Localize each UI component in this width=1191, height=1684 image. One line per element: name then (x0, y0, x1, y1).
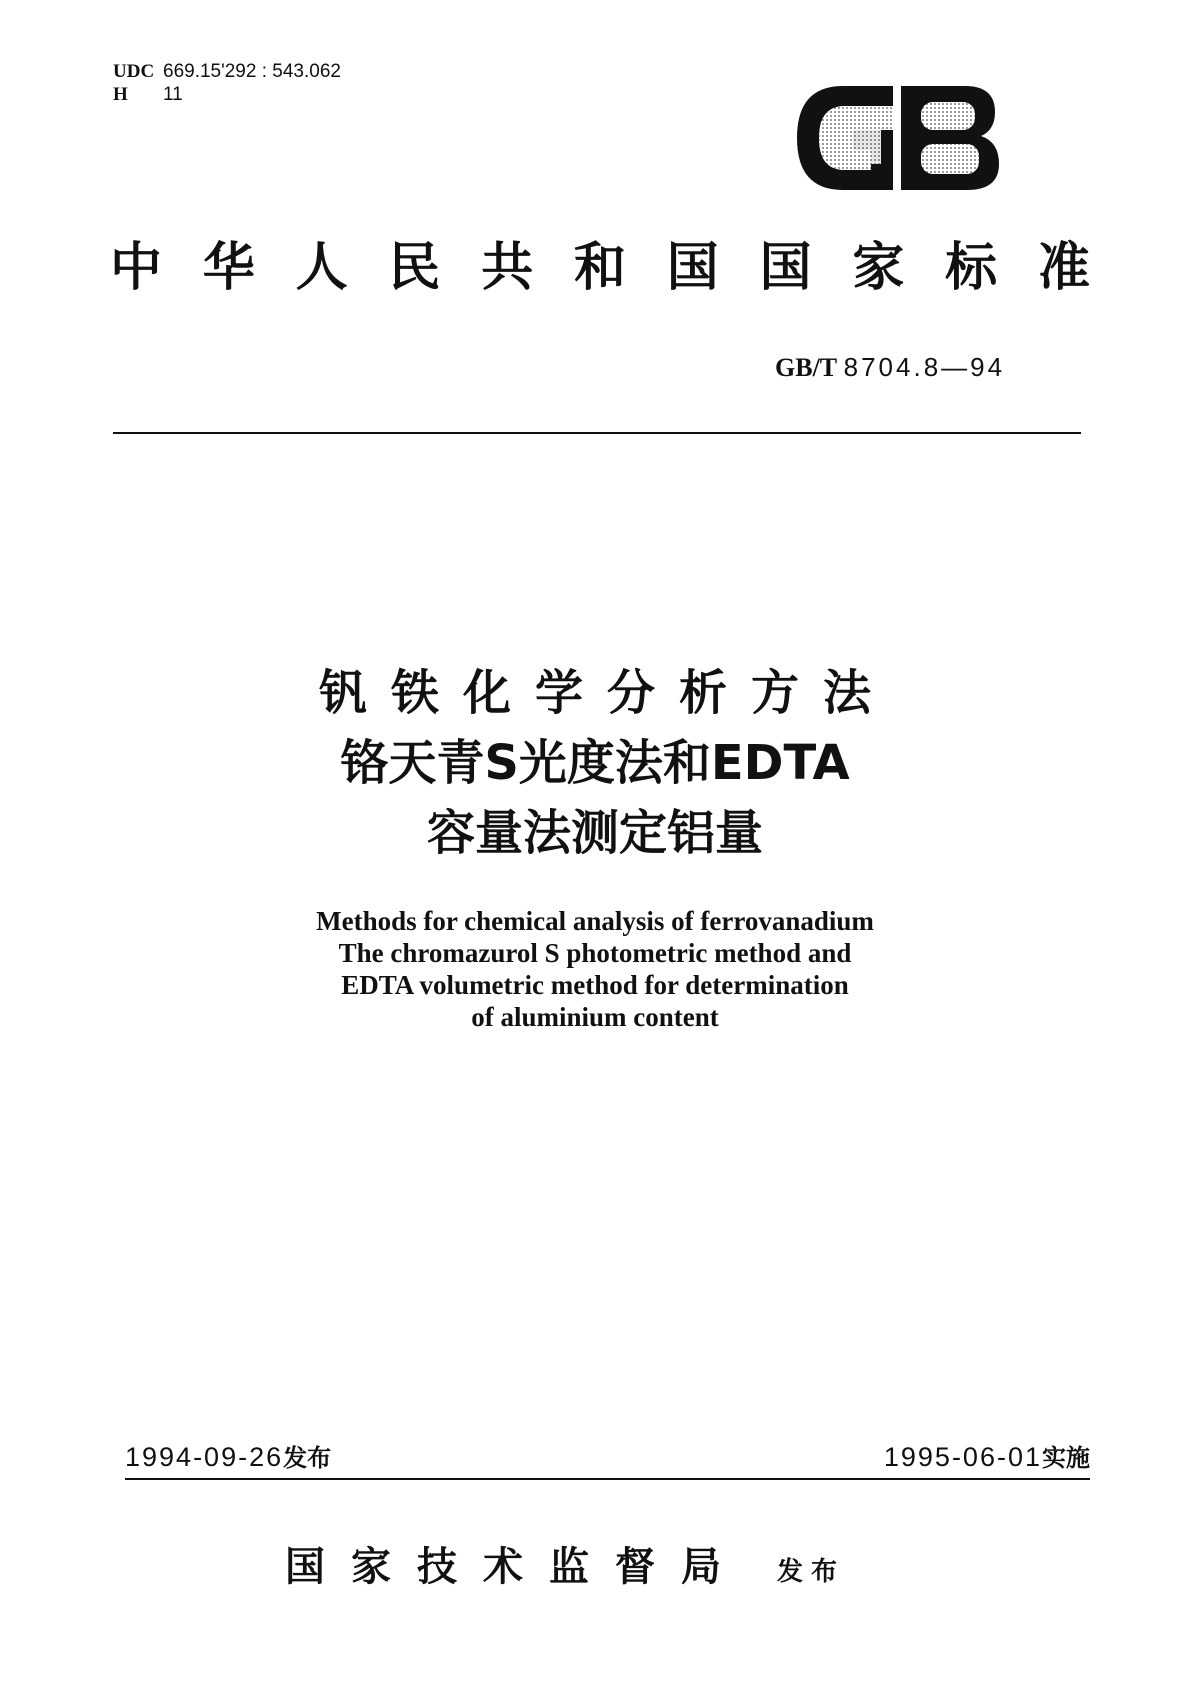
effective-date: 1995-06-01 (883, 1442, 1042, 1472)
english-title-line: of aluminium content (471, 1002, 719, 1032)
title-char: 华 (202, 238, 255, 298)
gb-logo-icon (793, 78, 1003, 198)
title-char: 人 (295, 238, 348, 298)
english-title (95, 905, 1095, 1033)
header-divider (113, 432, 1081, 434)
classification-block (113, 60, 341, 106)
title-char: 国 (666, 238, 719, 298)
chinese-title (95, 658, 1095, 868)
title-char: 和 (573, 238, 626, 298)
english-title-line: EDTA volumetric method for determination (341, 970, 849, 1000)
standard-number-prefix: GB/T (775, 353, 838, 382)
chinese-title-line: 容量法测定铝量 (426, 805, 763, 861)
udc-label: UDC (113, 61, 155, 82)
issue-date: 1994-09-26 (125, 1442, 284, 1472)
title-char: 准 (1037, 238, 1090, 298)
h-label: H (113, 84, 128, 105)
chinese-title-line: 钒铁化学分析方法 (318, 665, 895, 721)
title-char: 国 (759, 238, 812, 298)
title-char: 共 (481, 238, 534, 298)
issuer-block (285, 1535, 845, 1592)
issue-date-block (125, 1440, 331, 1475)
udc-row (113, 60, 341, 83)
standard-number (775, 352, 1005, 383)
standard-title (110, 238, 1090, 298)
issuer-action: 发布 (777, 1557, 846, 1587)
title-char: 标 (945, 238, 998, 298)
udc-value: 669.15'292 : 543.062 (163, 61, 341, 82)
english-title-line: The chromazurol S photometric method and (338, 938, 852, 968)
dates-row (125, 1440, 1090, 1475)
h-value: 11 (163, 84, 183, 105)
chinese-title-line: 铬天青S光度法和EDTA (340, 735, 850, 791)
effective-date-block (884, 1440, 1090, 1475)
title-char: 家 (852, 238, 905, 298)
english-title-line: Methods for chemical analysis of ferrovanadium (316, 906, 874, 936)
standard-number-value: 8704.8—94 (843, 352, 1006, 382)
title-char: 中 (110, 238, 163, 298)
title-char: 民 (388, 238, 441, 298)
h-row (113, 83, 341, 106)
effective-word: 实施 (1042, 1444, 1090, 1472)
footer-divider (125, 1478, 1090, 1480)
issuing-organization: 国家技术监督局 (285, 1544, 747, 1590)
issue-word: 发布 (283, 1444, 332, 1472)
